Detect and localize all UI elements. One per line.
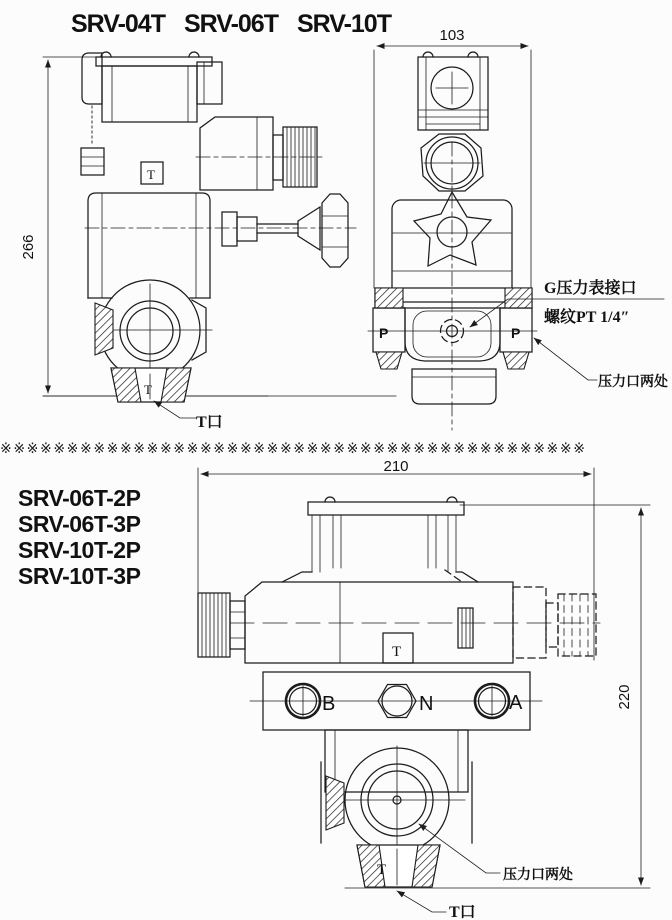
- tank-port-nut: [111, 368, 191, 402]
- pressure-ports-callout: [419, 824, 573, 883]
- p-port-label-left: P: [379, 325, 389, 341]
- port-a-label: A: [509, 692, 523, 714]
- bottom-stub: [412, 369, 496, 404]
- t-box-label: T: [392, 644, 402, 660]
- flange-p-ports: [368, 288, 537, 369]
- tank-port-nut: [357, 845, 440, 887]
- left-solenoid-knob: [198, 593, 245, 657]
- t-port-callout: [154, 401, 223, 431]
- mounting-nut: [81, 148, 104, 175]
- model-name: SRV-10T: [297, 10, 391, 38]
- round-boss: [95, 280, 212, 380]
- side-view: [81, 52, 356, 431]
- t-nut-label: T: [144, 382, 152, 397]
- bottom-drawing-srv-double: [0, 460, 672, 920]
- dimension-width-210: [198, 460, 594, 660]
- dimension-width-103: [374, 27, 531, 288]
- model-name: SRV-06T-2P: [18, 485, 141, 511]
- t-box-label: T: [147, 167, 155, 182]
- valve-body: [88, 193, 210, 298]
- right-solenoid-knob-hidden: [513, 587, 596, 658]
- dim-width-value: 103: [439, 27, 465, 44]
- dimension-height-266: [20, 57, 396, 396]
- port-n-label: N: [419, 693, 434, 715]
- title-model-list: [71, 10, 392, 38]
- section-divider: ※※※※※※※※※※※※※※※※※※※※※※※※※※※※※※※※※※※※※※※※※※※※: [0, 441, 587, 457]
- t-port-callout: [397, 891, 476, 920]
- valve-body: [230, 570, 600, 663]
- dim-width-value: 210: [383, 460, 409, 475]
- port-b-label: B: [322, 693, 336, 715]
- manifold-bar: [250, 672, 542, 730]
- plug-connector: [282, 497, 478, 582]
- dimension-height-220: [345, 505, 650, 888]
- gauge-port-label: G压力表接口: [544, 280, 637, 297]
- model-name: SRV-10T-3P: [18, 563, 141, 589]
- t-port-label: T口: [196, 414, 223, 431]
- dim-height-value: 266: [20, 234, 37, 260]
- end-view: [368, 27, 668, 430]
- model-name: SRV-06T-3P: [18, 511, 141, 537]
- model-list: [18, 485, 141, 589]
- t-marker-box: [141, 162, 163, 184]
- pressure-ports-label: 压力口两处: [598, 375, 668, 390]
- dim-height-value: 220: [616, 684, 633, 710]
- coil-housing: [196, 117, 326, 190]
- solenoid-end: [418, 52, 488, 130]
- p-port-label-right: P: [511, 325, 521, 341]
- t-marker-box: [383, 633, 413, 663]
- t-port-label: T口: [449, 904, 476, 920]
- model-name: SRV-06T: [184, 10, 278, 38]
- pressure-ports-label: 压力口两处: [503, 868, 573, 883]
- round-boss: [321, 746, 472, 855]
- top-drawing-srv-single: [0, 0, 672, 441]
- gauge-thread-label: 螺纹PT 1/4″: [544, 309, 630, 326]
- pressure-ports-callout: [534, 338, 668, 390]
- model-name: SRV-10T-2P: [18, 537, 141, 563]
- solenoid: [82, 52, 222, 146]
- adjustment-handwheel: [85, 194, 356, 267]
- t-nut-label: T: [377, 862, 387, 878]
- model-name: SRV-04T: [71, 10, 165, 38]
